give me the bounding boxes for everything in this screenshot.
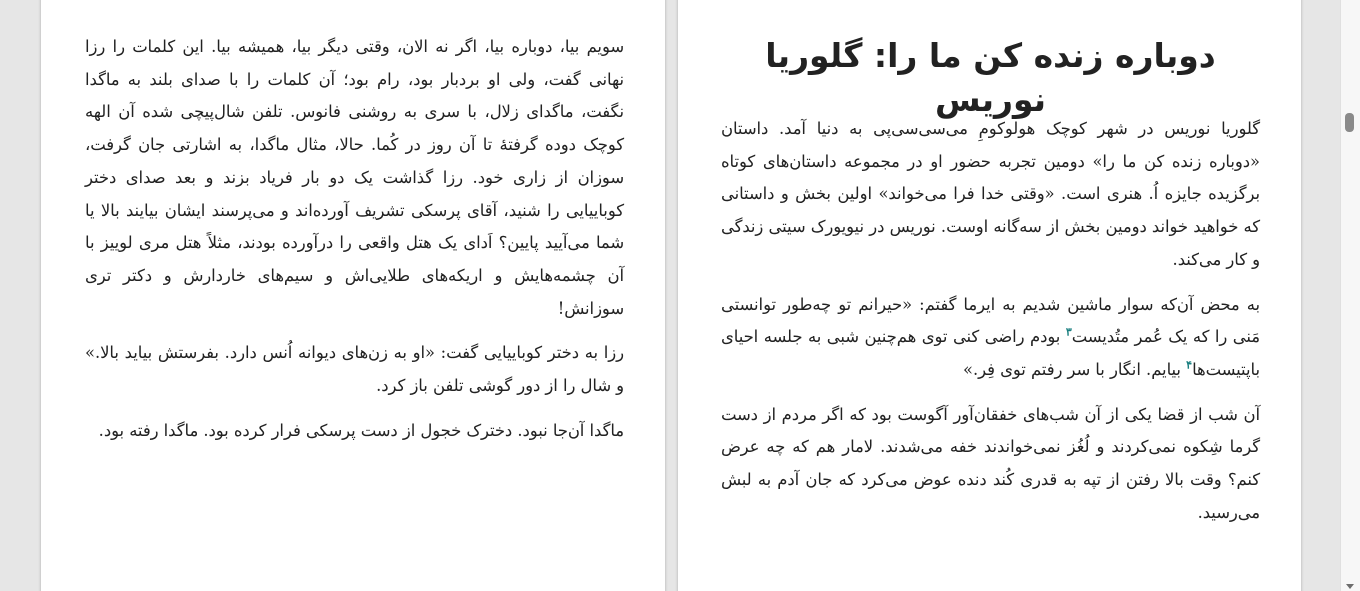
right-paragraph-1: گلوریا نوریس در شهر کوچک هولوکومِ می‌سی‌سی‌پی به دنیا آمد. داستان «دوباره زنده کن ما را» دومین تجربه حضور او در مجموعه داستان‌های کوتاه برگزیده جایزه اُ. هنری است. «وقتی خدا فرا می‌خواند» اولین بخش و داستانی که خواهید خواند دومین بخش از سه‌گانه اوست. نوریس در نیویورک سیتی زندگی و کار می‌کند. <box>721 119 1260 269</box>
vertical-scrollbar[interactable] <box>1340 0 1360 591</box>
left-paragraph-2: رزا به دختر کوباییایی گفت: «او به زن‌های دیوانه اُنس دارد. بفرستش بیاید بالا.» و شال را از دور گوشی تلفن باز کرد. <box>85 343 624 396</box>
chapter-title: دوباره زنده کن ما را: گلوریا نوریس <box>765 36 1216 119</box>
right-paragraph-3: آن شب از قضا یکی از آن شب‌های خفقان‌آور آگوست بود که اگر مردم از دست گرما شِکوه نمی‌کردند و لُغُز نمی‌خواندند خفه می‌شدند. لامار هم که چه عرض کنم؟ وقت بالا رفتن از تپه به قدری کُند دنده عوض می‌کرد که جان آدم به لبش می‌رسید. <box>721 404 1260 522</box>
left-page-text <box>85 31 624 459</box>
right-page <box>678 0 1301 591</box>
paragraph-2-part-1: به محض آن‌که سوار ماشین شدیم به ایرما گفتم: «حیرانم تو چه‌طور توانستی مَنی را که یک عُمر متُدیست <box>721 294 1260 347</box>
right-paragraph-2 <box>721 289 1260 387</box>
paragraph-2-part-2: بودم راضی کنی توی هم‌چنین شبی به جلسه احیای باپتیست‌ها <box>721 327 1260 379</box>
scrollbar-thumb[interactable] <box>1345 113 1354 132</box>
paragraph-2-part-3: بیایم. انگار با سر رفتم توی فِر.» <box>963 359 1187 379</box>
left-paragraph-3: ماگدا آن‌جا نبود. دخترک خجول از دست پرسکی فرار کرده بود. ماگدا رفته بود. <box>98 420 624 440</box>
left-page <box>41 0 665 591</box>
scroll-down-arrow-icon[interactable] <box>1346 584 1354 589</box>
footnote-marker-3[interactable]: ۳ <box>1065 325 1072 339</box>
footnote-marker-4[interactable]: ۴ <box>1186 358 1193 372</box>
left-paragraph-1: سویم بیا، دوباره بیا، اگر نه الان، وقتی دیگر بیا، همیشه بیا. این کلمات را رزا نهانی گفت، ولی او بردبار بود، رام بود؛ آن کلمات را با صدای بلند به ماگدا نگفت، ماگدای زلال، با سری به روشنی فانوس. تلفن شال‌پیچی شده آن الهه کوچک دوده گرفتهٔ تا آن روز در کُما. حالا، مثال ماگدا، به اشارتی جان گرفت، سوزان از زاری خود. رزا گذاشت یک دو بار فریاد بزند و بعد صدای دختر کوباییایی را شنید، آقای پرسکی تشریف آورده‌اند و می‌پرسند ایشان بیایند بالا یا شما می‌آیید پایین؟ اَدای یک هتل واقعی را درآورده بودند، مثلاً هتل مری لوییز با آن چشمه‌هایش و اریکه‌های طلایی‌اش و سیم‌های خاردارش و دکتر تری سوزانش! <box>85 37 624 318</box>
right-page-text <box>721 113 1260 541</box>
